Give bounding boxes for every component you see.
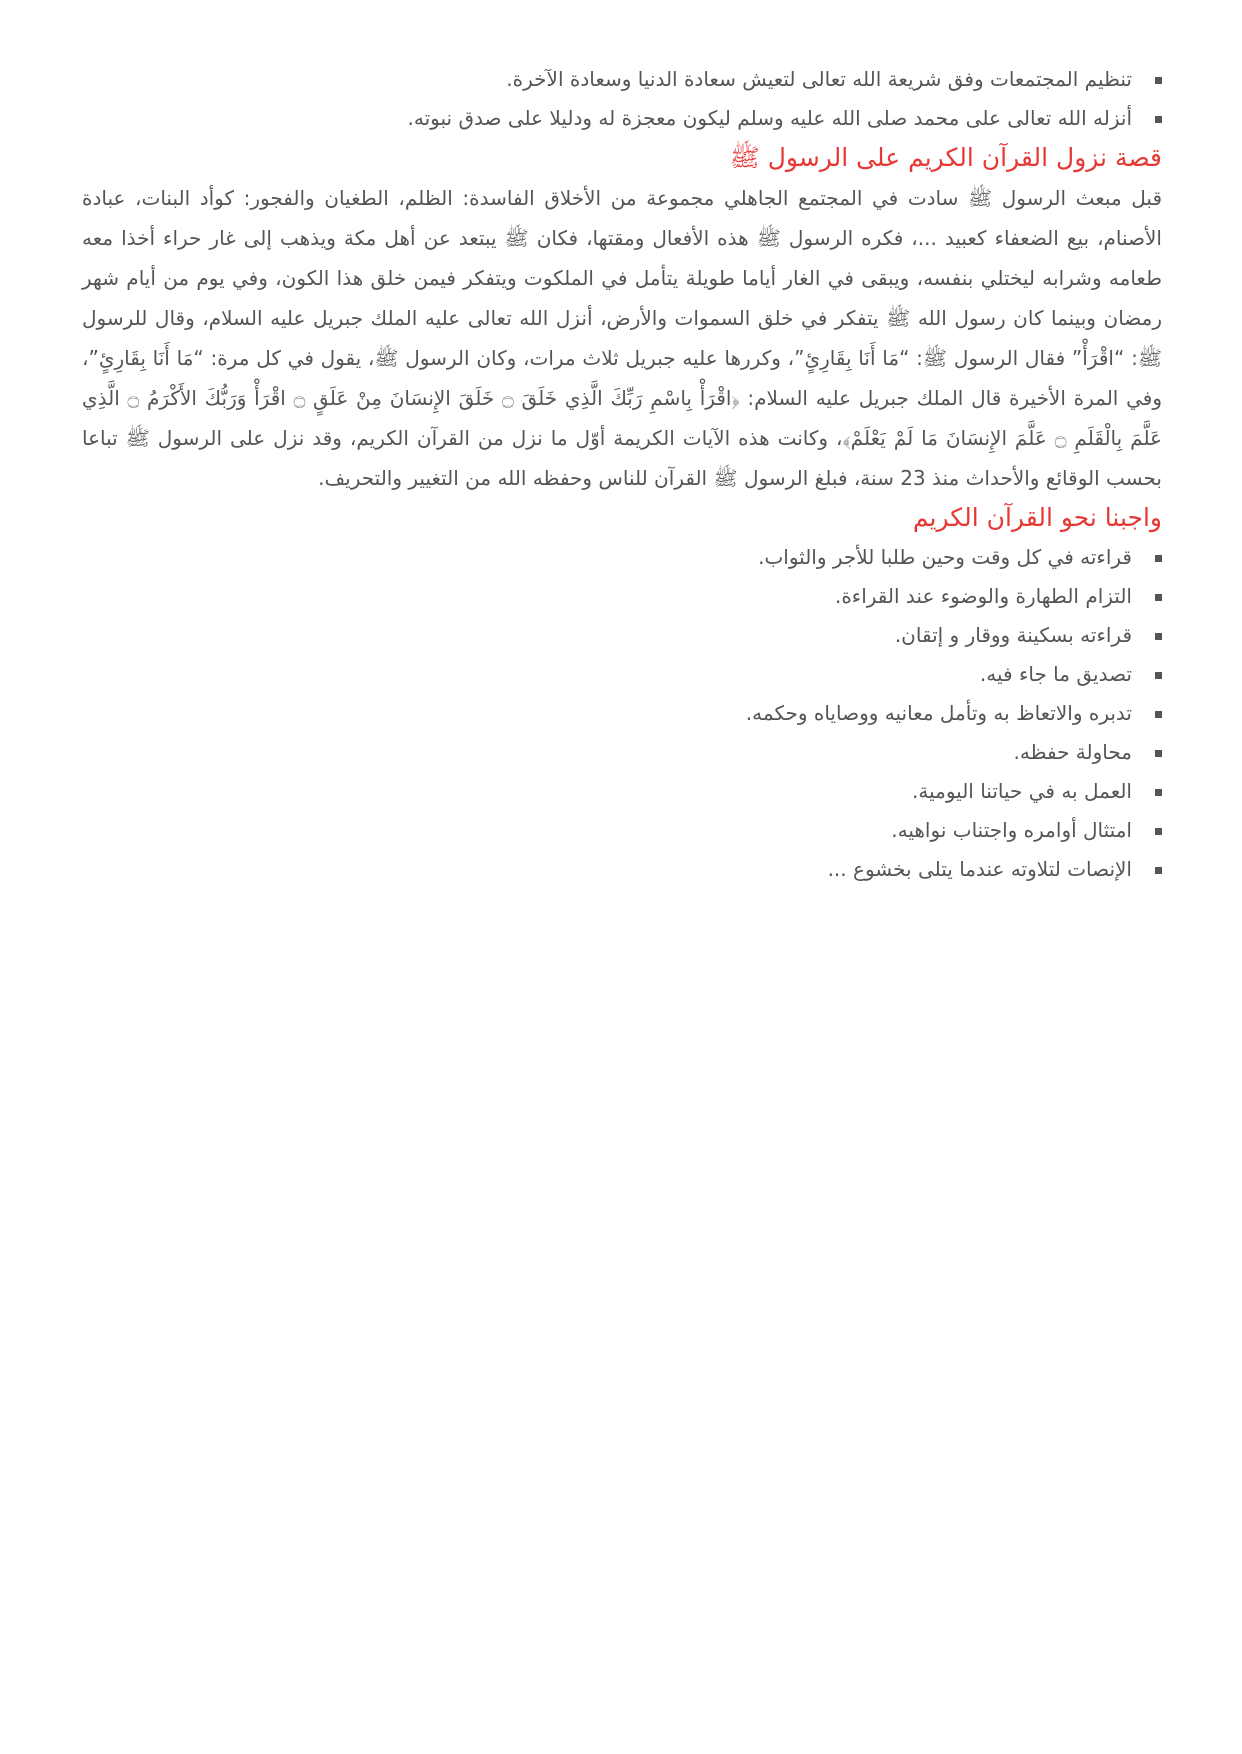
document-page xyxy=(82,60,1162,889)
list-item: أنزله الله تعالى على محمد صلى الله عليه وسلم ليكون معجزة له ودليلا على صدق نبوته. xyxy=(82,99,1132,138)
list-item: تدبره والاتعاظ به وتأمل معانيه ووصاياه وحكمه. xyxy=(82,694,1132,733)
list-item: قراءته في كل وقت وحين طلبا للأجر والثواب. xyxy=(82,538,1132,577)
list-item: محاولة حفظه. xyxy=(82,733,1132,772)
list-item: العمل به في حياتنا اليومية. xyxy=(82,772,1132,811)
duties-list xyxy=(82,538,1162,889)
list-item: قراءته بسكينة ووقار و إتقان. xyxy=(82,616,1132,655)
list-item: تصديق ما جاء فيه. xyxy=(82,655,1132,694)
story-heading: قصة نزول القرآن الكريم على الرسول ﷺ xyxy=(729,143,1162,172)
list-item: التزام الطهارة والوضوء عند القراءة. xyxy=(82,577,1132,616)
duties-heading: واجبنا نحو القرآن الكريم xyxy=(912,503,1162,532)
list-item: الإنصات لتلاوته عندما يتلى بخشوع ... xyxy=(82,850,1132,889)
intro-list xyxy=(82,60,1162,138)
story-paragraph: قبل مبعث الرسول ﷺ سادت في المجتمع الجاهلي مجموعة من الأخلاق الفاسدة: الظلم، الطغيان والفجور: كوأد البنات، عبادة الأصنام، بيع الضعفاء كعبيد ...، فكره الرسول ﷺ هذه الأفعال ومقتها، فكان ﷺ يبتعد عن أهل مكة ويذهب إلى غار حراء أخذا معه طعامه وشرابه ليختلي بنفسه، ويبقى في الغار أياما طويلة يتأمل في الملكوت ويتفكر فيمن خلق هذا الكون، وفي يوم من أيام شهر رمضان وبينما كان رسول الله ﷺ يتفكر في خلق السموات والأرض، أنزل الله تعالى عليه الملك جبريل عليه السلام، وقال للرسول ﷺ: “اقْرَأْ” فقال الرسول ﷺ: “مَا أَنَا بِقَارِئٍ”، وكررها عليه جبريل ثلاث مرات، وكان الرسول ﷺ، يقول في كل مرة: “مَا أَنَا بِقَارِئٍ”، وفي المرة الأخيرة قال الملك جبريل عليه السلام: ﴿اقْرَأْ بِاسْمِ رَبِّكَ الَّذِي خَلَقَ ۝ خَلَقَ الإِنسَانَ مِنْ عَلَقٍ ۝ اقْرَأْ وَرَبُّكَ الأَكْرَمُ ۝ الَّذِي عَلَّمَ بِالْقَلَمِ ۝ عَلَّمَ الإِنسَانَ مَا لَمْ يَعْلَمْ﴾، وكانت هذه الآيات الكريمة أوّل ما نزل من القرآن الكريم، وقد نزل على الرسول ﷺ تباعا بحسب الوقائع والأحداث منذ 23 سنة، فبلغ الرسول ﷺ القرآن للناس وحفظه الله من التغيير والتحريف. xyxy=(82,186,1162,490)
list-item: تنظيم المجتمعات وفق شريعة الله تعالى لتعيش سعادة الدنيا وسعادة الآخرة. xyxy=(82,60,1132,99)
list-item: امتثال أوامره واجتناب نواهيه. xyxy=(82,811,1132,850)
